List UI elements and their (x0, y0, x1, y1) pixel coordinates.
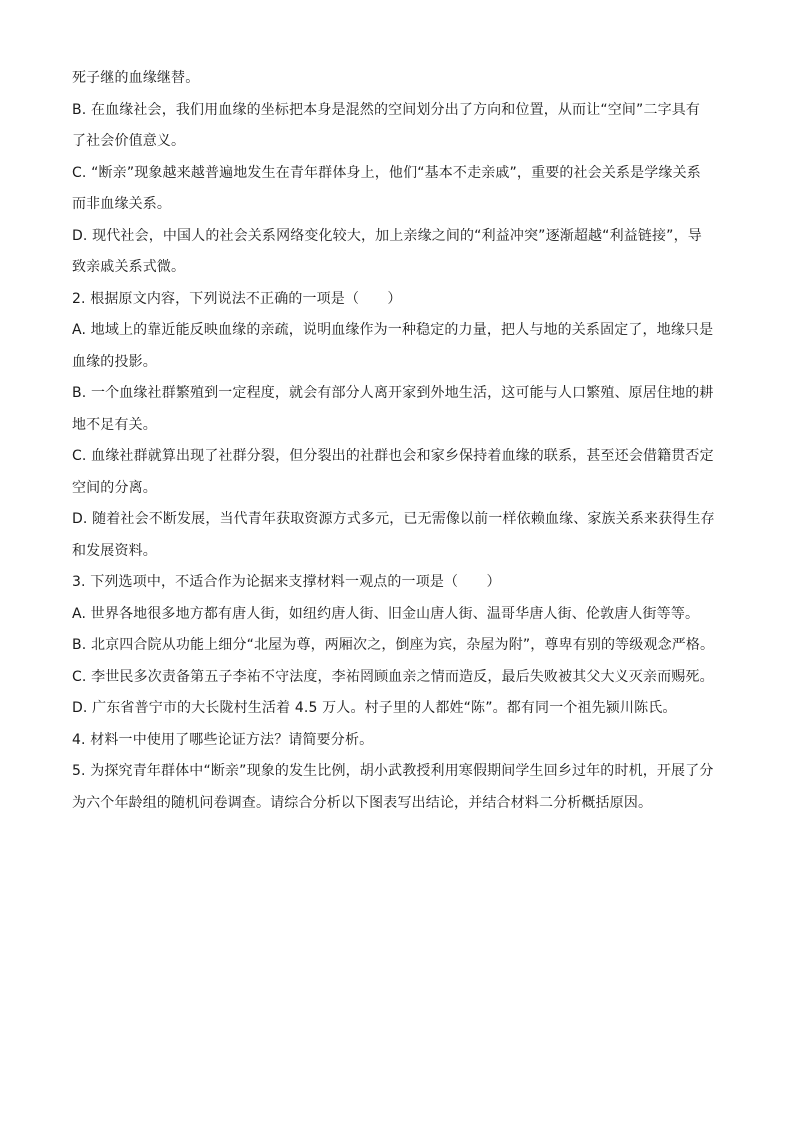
q2-option-a-line-1: A. 地域上的靠近能反映血缘的亲疏，说明血缘作为一种稳定的力量，把人与地的关系固定了，地缘只是 (72, 322, 714, 338)
q2-option-b-line-1: B. 一个血缘社群繁殖到一定程度，就会有部分人离开家到外地生活，这可能与人口繁殖、原居住地的耕 (72, 385, 714, 401)
option-c-line-2: 而非血缘关系。 (72, 196, 172, 212)
q2-option-a-line-2: 血缘的投影。 (72, 353, 157, 370)
q3-option-c: C. 李世民多次责备第五子李祐不守法度，李祐罔顾血亲之情而造反，最后失败被其父大义灭亲而赐死。 (72, 668, 714, 685)
q2-option-b-line-2: 地不足有关。 (72, 416, 157, 433)
q2-option-d-line-2: 和发展资料。 (72, 542, 157, 559)
q3-option-b: B. 北京四合院从功能上细分“北屋为尊，两厢次之，倒座为宾，杂屋为附”，尊卑有别的等级观念严格。 (72, 637, 715, 653)
option-d-line-2: 致亲戚关系式微。 (72, 259, 186, 275)
q2-option-d-line-1: D. 随着社会不断发展，当代青年获取资源方式多元，已无需像以前一样依赖血缘、家族关系来获得生存 (72, 511, 715, 527)
question-5-line-1: 5. 为探究青年群体中“断亲”现象的发生比例，胡小武教授利用寒假期间学生回乡过年的时机，开展了分 (72, 763, 714, 779)
question-2: 2. 根据原文内容，下列说法不正确的一项是（ ） (72, 290, 402, 307)
option-b-line-2: 了社会价值意义。 (72, 133, 186, 149)
q3-option-d: D. 广东省普宁市的大长陇村生活着 4.5 万人。村子里的人都姓“陈”。都有同一个祖先颍川陈氏。 (72, 700, 677, 716)
document-body (72, 63, 724, 819)
q2-option-c-line-1: C. 血缘社群就算出现了社群分裂，但分裂出的社群也会和家乡保持着血缘的联系，甚至还会借籍贯否定 (72, 448, 714, 464)
q2-option-c-line-2: 空间的分离。 (72, 479, 157, 496)
q3-option-a: A. 世界各地很多地方都有唐人街，如纽约唐人街、旧金山唐人街、温哥华唐人街、伦敦唐人街等等。 (72, 605, 700, 622)
text-line: 死子继的血缘继替。 (72, 70, 200, 86)
question-5-line-2: 为六个年龄组的随机问卷调查。请综合分析以下图表写出结论，并结合材料二分析概括原因。 (72, 794, 653, 811)
question-3: 3. 下列选项中，不适合作为论据来支撑材料一观点的一项是（ ） (72, 574, 501, 590)
option-b-line-1: B. 在血缘社会，我们用血缘的坐标把本身是混然的空间划分出了方向和位置，从而让“空间”二字具有 (72, 101, 701, 118)
question-4: 4. 材料一中使用了哪些论证方法？请简要分析。 (72, 731, 374, 748)
option-d-line-1: D. 现代社会，中国人的社会关系网络变化较大，加上亲缘之间的“利益冲突”逐渐超越“利益链接”，导 (72, 227, 702, 244)
option-c-line-1: C. “断亲”现象越来越普遍地发生在青年群体身上，他们“基本不走亲戚”，重要的社会关系是学缘关系 (72, 164, 701, 181)
